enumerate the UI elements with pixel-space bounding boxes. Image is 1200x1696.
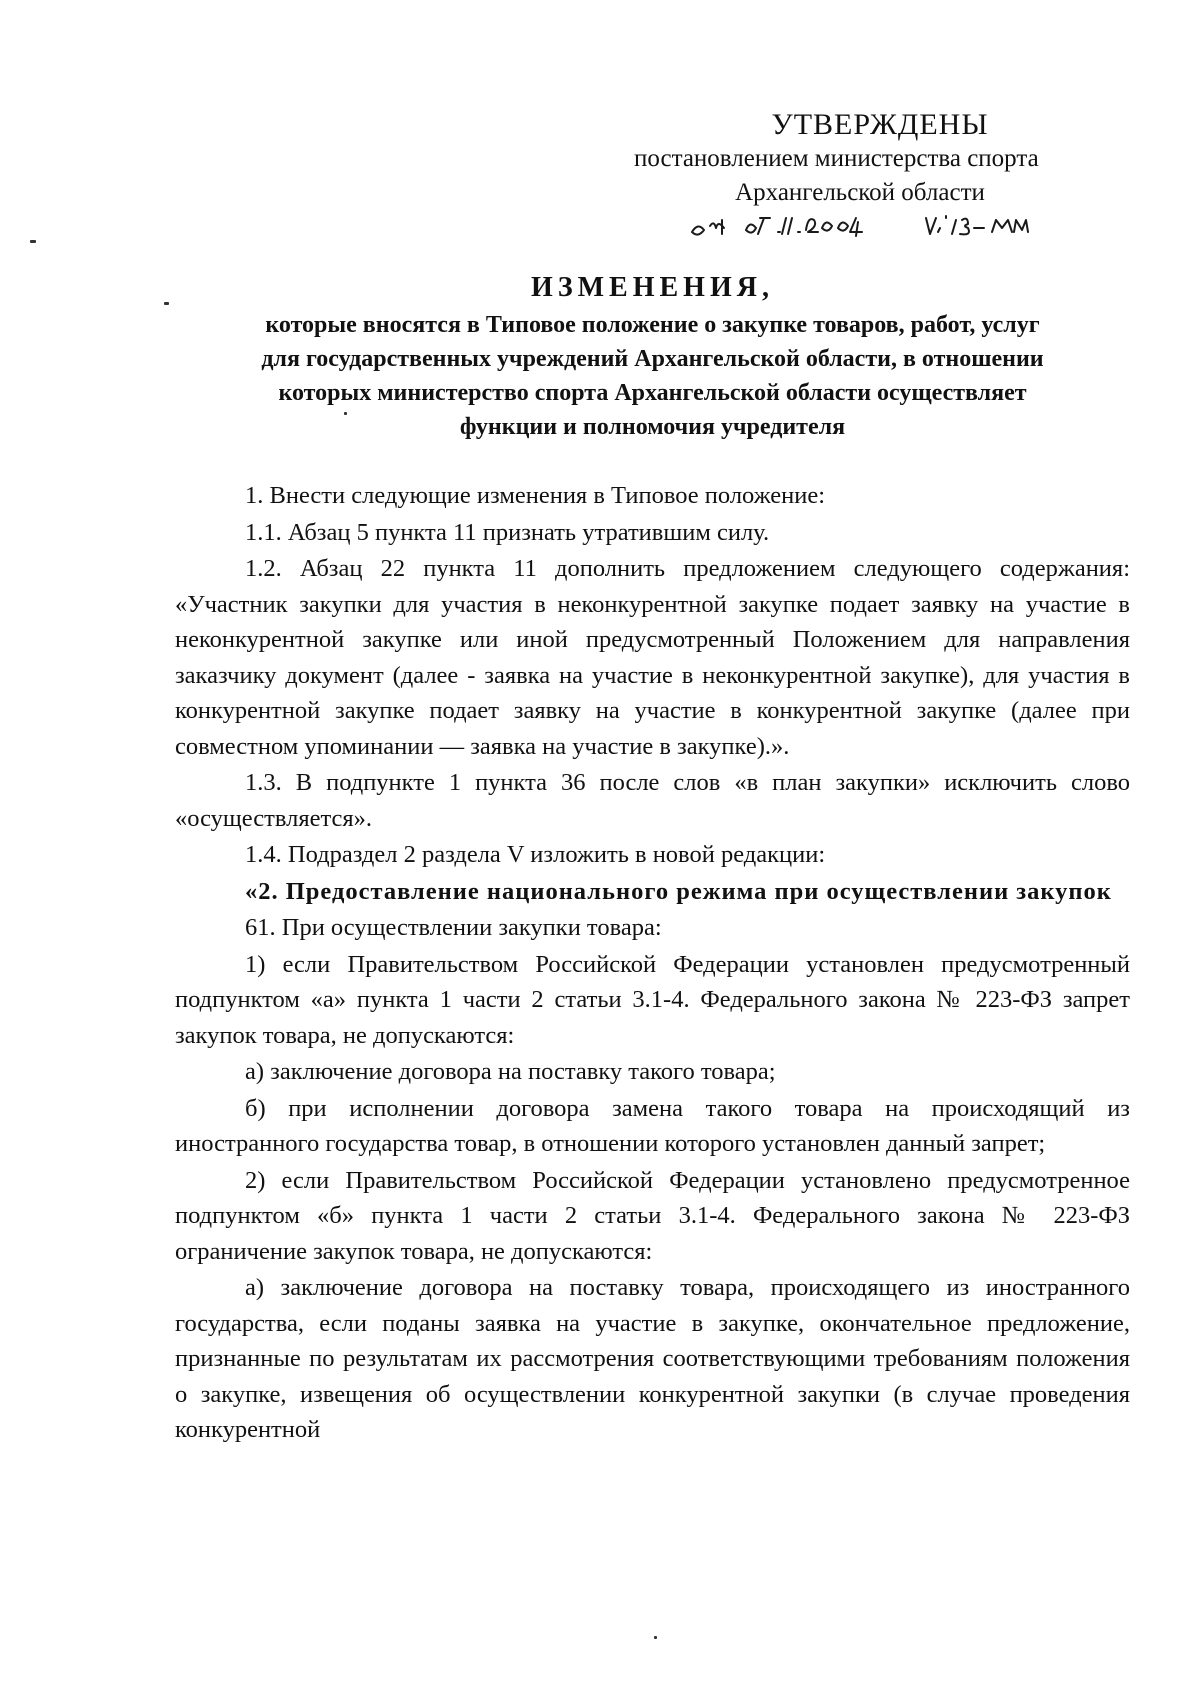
paragraph-61-1-b: б) при исполнении договора замена такого товара на происходящий из иностранного государства товар, в отношении которого установлен данный запрет; bbox=[175, 1094, 1130, 1157]
heading-subtitle-line-4: функции и полномочия учредителя bbox=[459, 414, 846, 440]
scan-speck bbox=[30, 240, 36, 243]
heading-subtitle-line-2: для государственных учреждений Архангельской области, в отношении bbox=[261, 346, 1044, 372]
paragraph-1-2: 1.2. Абзац 22 пункта 11 дополнить предложением следующего содержания: «Участник закупки для участия в неконкурентной закупке подает заявку на участие в неконкурентной закупке или иной предусмотренный Положением для направления заказчику документ (далее - заявка на участие в неконкурентной закупке), для участия в конкурентной закупке подает заявку на участие в конкурентной закупке (далее при совместном упоминании — заявка на участие в закупке).». bbox=[175, 555, 1130, 760]
document-body bbox=[175, 478, 1130, 1449]
paragraph-61-2: 2) если Правительством Российской Федерации установлено предусмотренное подпунктом «б» пункта 1 части 2 статьи 3.1-4. Федерального закона № 223-ФЗ ограничение закупок товара, не допускаются: bbox=[175, 1166, 1130, 1265]
paragraph-61: 61. При осуществлении закупки товара: bbox=[245, 914, 662, 941]
scan-speck bbox=[164, 302, 169, 305]
scan-speck bbox=[654, 1636, 657, 1639]
heading-subtitle-line-1: которые вносятся в Типовое положение о закупке товаров, работ, услуг bbox=[265, 312, 1040, 338]
approval-title: УТВЕРЖДЕНЫ bbox=[771, 108, 989, 141]
document-heading bbox=[175, 272, 1130, 444]
heading-subtitle-line-3: которых министерство спорта Архангельской области осуществляет bbox=[278, 380, 1027, 406]
approval-line-1: постановлением министерства спорта bbox=[634, 145, 1039, 172]
approval-block bbox=[600, 108, 1120, 210]
section-2-heading: «2. Предоставление национального режима при осуществлении закупок bbox=[245, 877, 1112, 905]
paragraph-1-4: 1.4. Подраздел 2 раздела V изложить в новой редакции: bbox=[245, 841, 826, 868]
scan-speck bbox=[344, 412, 347, 415]
approval-line-2: Архангельской области bbox=[735, 179, 985, 206]
paragraph-61-1: 1) если Правительством Российской Федерации установлен предусмотренный подпунктом «а» пункта 1 части 2 статьи 3.1-4. Федерального закона № 223-ФЗ запрет закупок товара, не допускаются: bbox=[175, 950, 1130, 1049]
paragraph-1-1: 1.1. Абзац 5 пункта 11 признать утратившим силу. bbox=[245, 518, 770, 546]
heading-title: ИЗМЕНЕНИЯ, bbox=[531, 272, 774, 303]
paragraph-1-3: 1.3. В подпункте 1 пункта 36 после слов «в план закупки» исключить слово «осуществляется». bbox=[175, 769, 1130, 832]
paragraph-61-2-a: а) заключение договора на поставку товара, происходящего из иностранного государства, если поданы заявка на участие в закупке, окончательное предложение, признанные по результатам их рассмотрения соответствующими требованиям положения о закупке, извещения об осуществлении конкурентной закупки (в случае проведения конкурентной bbox=[175, 1274, 1130, 1443]
handwritten-date-number bbox=[688, 206, 1068, 246]
paragraph-1: 1. Внести следующие изменения в Типовое положение: bbox=[245, 482, 826, 509]
paragraph-61-1-a: а) заключение договора на поставку такого товара; bbox=[245, 1058, 776, 1085]
